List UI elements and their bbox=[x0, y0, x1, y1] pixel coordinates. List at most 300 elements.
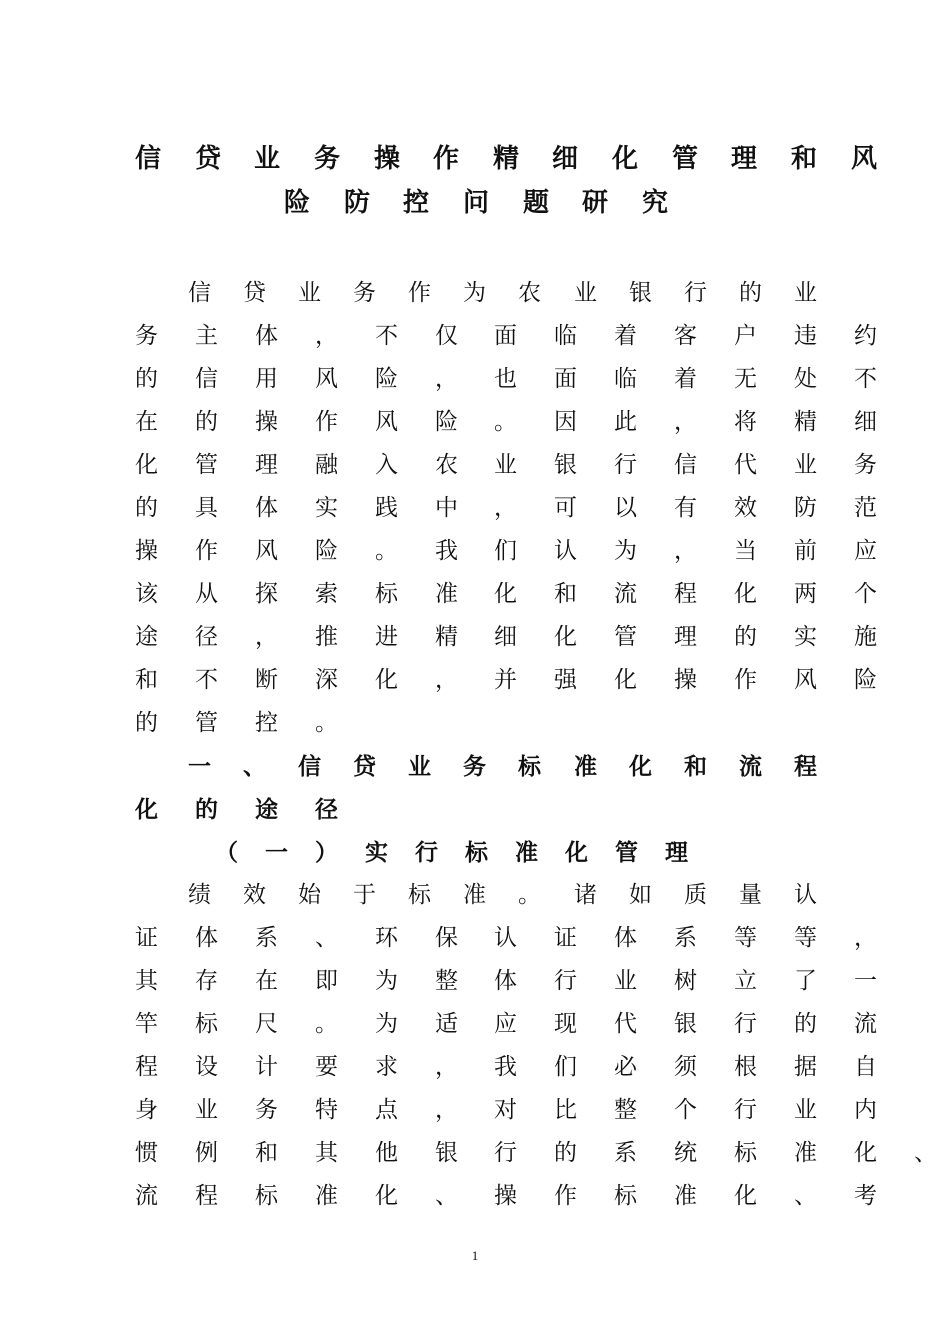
glyph: 我 bbox=[435, 538, 458, 564]
glyph: 化 bbox=[614, 667, 637, 693]
glyph: 体 bbox=[494, 968, 517, 994]
glyph: 理 bbox=[255, 452, 278, 478]
glyph: 等 bbox=[794, 925, 817, 951]
glyph: 化 bbox=[854, 1140, 877, 1166]
glyph: 等 bbox=[734, 925, 757, 951]
glyph: 并 bbox=[494, 667, 517, 693]
glyph: 行 bbox=[614, 452, 637, 478]
glyph: 精 bbox=[794, 409, 817, 435]
body-line bbox=[135, 1054, 877, 1099]
glyph: 不 bbox=[854, 366, 877, 392]
glyph: 理 bbox=[731, 144, 758, 174]
glyph: 个 bbox=[674, 1097, 697, 1123]
glyph: 中 bbox=[435, 495, 458, 521]
glyph: 农 bbox=[518, 280, 541, 306]
body-line bbox=[135, 1140, 937, 1185]
glyph: 银 bbox=[554, 452, 577, 478]
glyph: 流 bbox=[135, 1183, 158, 1209]
glyph: 临 bbox=[554, 323, 577, 349]
glyph: 的 bbox=[554, 1140, 577, 1166]
body-line bbox=[135, 712, 817, 755]
glyph: 据 bbox=[794, 1054, 817, 1080]
glyph: 准 bbox=[794, 1140, 817, 1166]
glyph: 管 bbox=[615, 839, 638, 866]
glyph: 有 bbox=[674, 495, 697, 521]
glyph: 根 bbox=[734, 1054, 757, 1080]
glyph: 也 bbox=[494, 366, 517, 392]
glyph: 实 bbox=[365, 839, 388, 866]
glyph: 为 bbox=[375, 968, 398, 994]
glyph: 面 bbox=[494, 323, 517, 349]
glyph: 究 bbox=[642, 188, 669, 218]
glyph: 。 bbox=[494, 409, 517, 435]
body-line bbox=[135, 366, 877, 411]
glyph: ， bbox=[435, 667, 458, 693]
glyph: 操 bbox=[494, 1183, 517, 1209]
body-line bbox=[135, 884, 817, 927]
glyph: 务 bbox=[353, 280, 376, 306]
glyph: 作 bbox=[195, 538, 218, 564]
glyph: 以 bbox=[614, 495, 637, 521]
glyph: 程 bbox=[135, 1054, 158, 1080]
glyph: 化 bbox=[135, 452, 158, 478]
glyph: 违 bbox=[794, 323, 817, 349]
body-line bbox=[135, 495, 877, 540]
glyph: 程 bbox=[195, 1183, 218, 1209]
glyph: 和 bbox=[135, 667, 158, 693]
glyph: 业 bbox=[794, 1097, 817, 1123]
glyph: ， bbox=[435, 366, 458, 392]
glyph: 实 bbox=[794, 624, 817, 650]
subsection-heading bbox=[135, 841, 817, 884]
glyph: 其 bbox=[135, 968, 158, 994]
glyph: 主 bbox=[195, 323, 218, 349]
glyph: 风 bbox=[255, 538, 278, 564]
glyph: 行 bbox=[684, 280, 707, 306]
glyph: 在 bbox=[255, 968, 278, 994]
glyph: 、 bbox=[243, 753, 266, 780]
glyph: 的 bbox=[195, 796, 218, 823]
glyph: 诸 bbox=[574, 882, 597, 908]
glyph: 保 bbox=[435, 925, 458, 951]
body-line bbox=[135, 968, 877, 1013]
glyph: 准 bbox=[463, 882, 486, 908]
glyph: 现 bbox=[554, 1011, 577, 1037]
glyph: 精 bbox=[493, 144, 520, 174]
glyph: 他 bbox=[375, 1140, 398, 1166]
glyph: 径 bbox=[195, 624, 218, 650]
glyph: 为 bbox=[463, 280, 486, 306]
glyph: 融 bbox=[315, 452, 338, 478]
glyph: 效 bbox=[243, 882, 266, 908]
glyph: 业 bbox=[494, 452, 517, 478]
glyph: 操 bbox=[255, 409, 278, 435]
glyph: 代 bbox=[734, 452, 757, 478]
glyph: 信 bbox=[674, 452, 697, 478]
glyph: 。 bbox=[518, 882, 541, 908]
glyph: 绩 bbox=[188, 882, 211, 908]
glyph: 化 bbox=[734, 1183, 757, 1209]
glyph: 作 bbox=[315, 409, 338, 435]
glyph: 自 bbox=[854, 1054, 877, 1080]
body-line bbox=[135, 452, 877, 497]
glyph: 进 bbox=[375, 624, 398, 650]
glyph: 业 bbox=[794, 452, 817, 478]
glyph: 银 bbox=[674, 1011, 697, 1037]
glyph: 研 bbox=[582, 188, 609, 218]
glyph: 的 bbox=[739, 280, 762, 306]
glyph: 行 bbox=[734, 1097, 757, 1123]
glyph: ， bbox=[435, 1054, 458, 1080]
glyph: 作 bbox=[734, 667, 757, 693]
glyph: 个 bbox=[854, 581, 877, 607]
body-line bbox=[135, 409, 877, 454]
glyph: 农 bbox=[435, 452, 458, 478]
body-line bbox=[135, 538, 877, 583]
glyph: 着 bbox=[614, 323, 637, 349]
glyph: 理 bbox=[665, 839, 688, 866]
glyph: 效 bbox=[734, 495, 757, 521]
body-line bbox=[135, 1183, 877, 1228]
glyph: 化 bbox=[375, 667, 398, 693]
glyph: 风 bbox=[315, 366, 338, 392]
glyph: 。 bbox=[315, 710, 338, 736]
glyph: 和 bbox=[791, 144, 818, 174]
glyph: 认 bbox=[554, 538, 577, 564]
glyph: 化 bbox=[734, 581, 757, 607]
glyph: 险 bbox=[435, 409, 458, 435]
glyph: 始 bbox=[298, 882, 321, 908]
glyph: 整 bbox=[435, 968, 458, 994]
glyph: 险 bbox=[854, 667, 877, 693]
glyph: 标 bbox=[408, 882, 431, 908]
glyph: 不 bbox=[195, 667, 218, 693]
glyph: 客 bbox=[674, 323, 697, 349]
glyph: 标 bbox=[375, 581, 398, 607]
glyph: 化 bbox=[565, 839, 588, 866]
glyph: 作 bbox=[554, 1183, 577, 1209]
glyph: 化 bbox=[612, 144, 639, 174]
glyph: 体 bbox=[195, 925, 218, 951]
glyph: 化 bbox=[554, 624, 577, 650]
glyph: 行 bbox=[415, 839, 438, 866]
glyph: 在 bbox=[135, 409, 158, 435]
glyph: 准 bbox=[515, 839, 538, 866]
glyph: 业 bbox=[574, 280, 597, 306]
glyph: 、 bbox=[315, 925, 338, 951]
glyph: 、 bbox=[794, 1183, 817, 1209]
glyph: 可 bbox=[554, 495, 577, 521]
glyph: 体 bbox=[255, 323, 278, 349]
glyph: ， bbox=[255, 624, 278, 650]
glyph: 防 bbox=[794, 495, 817, 521]
glyph: 户 bbox=[734, 323, 757, 349]
glyph: 标 bbox=[614, 1183, 637, 1209]
glyph: 准 bbox=[674, 1183, 697, 1209]
glyph: ， bbox=[435, 1097, 458, 1123]
glyph: 须 bbox=[674, 1054, 697, 1080]
glyph: 一 bbox=[265, 839, 288, 866]
glyph: 管 bbox=[195, 710, 218, 736]
body-line bbox=[135, 925, 877, 970]
glyph: 操 bbox=[135, 538, 158, 564]
glyph: 控 bbox=[255, 710, 278, 736]
glyph: 标 bbox=[734, 1140, 757, 1166]
glyph: 应 bbox=[494, 1011, 517, 1037]
glyph: 务 bbox=[135, 323, 158, 349]
glyph: 风 bbox=[375, 409, 398, 435]
glyph: 务 bbox=[463, 753, 486, 780]
glyph: 如 bbox=[629, 882, 652, 908]
glyph: 细 bbox=[494, 624, 517, 650]
glyph: 问 bbox=[463, 188, 490, 218]
glyph: 标 bbox=[255, 1183, 278, 1209]
glyph: 们 bbox=[494, 538, 517, 564]
glyph: 系 bbox=[255, 925, 278, 951]
glyph: 具 bbox=[195, 495, 218, 521]
glyph: 探 bbox=[255, 581, 278, 607]
glyph: ， bbox=[854, 925, 877, 951]
glyph: 务 bbox=[854, 452, 877, 478]
glyph: 贷 bbox=[195, 144, 222, 174]
glyph: 仅 bbox=[435, 323, 458, 349]
glyph: 管 bbox=[195, 452, 218, 478]
glyph: 内 bbox=[854, 1097, 877, 1123]
glyph: 准 bbox=[435, 581, 458, 607]
glyph: 信 bbox=[298, 753, 321, 780]
glyph: 其 bbox=[315, 1140, 338, 1166]
glyph: 处 bbox=[794, 366, 817, 392]
glyph: 因 bbox=[554, 409, 577, 435]
glyph: 细 bbox=[854, 409, 877, 435]
glyph: 信 bbox=[135, 144, 162, 174]
glyph: 索 bbox=[315, 581, 338, 607]
glyph: 强 bbox=[554, 667, 577, 693]
section-heading bbox=[135, 798, 817, 841]
glyph: 化 bbox=[135, 796, 158, 823]
glyph: 题 bbox=[523, 188, 550, 218]
body-line bbox=[135, 282, 817, 325]
glyph: 该 bbox=[135, 581, 158, 607]
glyph: 务 bbox=[314, 144, 341, 174]
glyph: 为 bbox=[375, 1011, 398, 1037]
section-heading bbox=[135, 755, 817, 798]
glyph: 计 bbox=[255, 1054, 278, 1080]
glyph: 银 bbox=[629, 280, 652, 306]
glyph: ， bbox=[674, 538, 697, 564]
body-line bbox=[135, 624, 877, 669]
glyph: 们 bbox=[554, 1054, 577, 1080]
title-line-1 bbox=[135, 144, 878, 190]
glyph: 作 bbox=[408, 280, 431, 306]
glyph: 必 bbox=[614, 1054, 637, 1080]
glyph: 作 bbox=[433, 144, 460, 174]
glyph: 推 bbox=[315, 624, 338, 650]
glyph: 将 bbox=[734, 409, 757, 435]
glyph: 银 bbox=[435, 1140, 458, 1166]
glyph: 代 bbox=[614, 1011, 637, 1037]
glyph: 准 bbox=[315, 1183, 338, 1209]
glyph: 两 bbox=[794, 581, 817, 607]
glyph: 流 bbox=[854, 1011, 877, 1037]
glyph: 精 bbox=[435, 624, 458, 650]
glyph: 践 bbox=[375, 495, 398, 521]
glyph: 身 bbox=[135, 1097, 158, 1123]
glyph: 例 bbox=[195, 1140, 218, 1166]
glyph: 操 bbox=[674, 667, 697, 693]
glyph: 防 bbox=[344, 188, 371, 218]
glyph: 行 bbox=[734, 1011, 757, 1037]
title-line-2 bbox=[135, 190, 817, 234]
glyph: 系 bbox=[614, 1140, 637, 1166]
glyph: 流 bbox=[739, 753, 762, 780]
glyph: 化 bbox=[494, 581, 517, 607]
glyph: 适 bbox=[435, 1011, 458, 1037]
glyph: 和 bbox=[554, 581, 577, 607]
glyph: 施 bbox=[854, 624, 877, 650]
glyph: 管 bbox=[614, 624, 637, 650]
glyph: 控 bbox=[403, 188, 430, 218]
glyph: 的 bbox=[734, 624, 757, 650]
glyph: 、 bbox=[914, 1140, 937, 1166]
glyph: 准 bbox=[574, 753, 597, 780]
glyph: 标 bbox=[518, 753, 541, 780]
glyph: 体 bbox=[255, 495, 278, 521]
glyph: 当 bbox=[734, 538, 757, 564]
glyph: 细 bbox=[552, 144, 579, 174]
glyph: 约 bbox=[854, 323, 877, 349]
glyph: 无 bbox=[734, 366, 757, 392]
glyph: 对 bbox=[494, 1097, 517, 1123]
glyph: 业 bbox=[298, 280, 321, 306]
glyph: 和 bbox=[684, 753, 707, 780]
glyph: 特 bbox=[315, 1097, 338, 1123]
glyph: 设 bbox=[195, 1054, 218, 1080]
glyph: 体 bbox=[614, 925, 637, 951]
glyph: ， bbox=[315, 323, 338, 349]
glyph: 的 bbox=[794, 1011, 817, 1037]
glyph: 要 bbox=[315, 1054, 338, 1080]
glyph: 统 bbox=[674, 1140, 697, 1166]
glyph: 程 bbox=[674, 581, 697, 607]
glyph: 量 bbox=[739, 882, 762, 908]
glyph: 程 bbox=[794, 753, 817, 780]
glyph: 用 bbox=[255, 366, 278, 392]
glyph: 系 bbox=[674, 925, 697, 951]
glyph: 流 bbox=[614, 581, 637, 607]
glyph: 行 bbox=[494, 1140, 517, 1166]
glyph: 和 bbox=[255, 1140, 278, 1166]
glyph: 竿 bbox=[135, 1011, 158, 1037]
glyph: 业 bbox=[408, 753, 431, 780]
glyph: 的 bbox=[135, 495, 158, 521]
body-line bbox=[135, 581, 877, 626]
glyph: 、 bbox=[435, 1183, 458, 1209]
glyph: 径 bbox=[315, 796, 338, 823]
glyph: 行 bbox=[554, 968, 577, 994]
glyph: 风 bbox=[794, 667, 817, 693]
glyph: 整 bbox=[614, 1097, 637, 1123]
glyph: 树 bbox=[674, 968, 697, 994]
glyph: 即 bbox=[315, 968, 338, 994]
glyph: 认 bbox=[494, 925, 517, 951]
glyph: 求 bbox=[375, 1054, 398, 1080]
glyph: 理 bbox=[674, 624, 697, 650]
glyph: 贷 bbox=[353, 753, 376, 780]
glyph: 考 bbox=[854, 1183, 877, 1209]
glyph: 我 bbox=[494, 1054, 517, 1080]
glyph: 于 bbox=[353, 882, 376, 908]
glyph: 面 bbox=[554, 366, 577, 392]
glyph: 险 bbox=[375, 366, 398, 392]
glyph: 。 bbox=[375, 538, 398, 564]
body-line bbox=[135, 1097, 877, 1142]
glyph: 信 bbox=[188, 280, 211, 306]
glyph: 的 bbox=[135, 710, 158, 736]
glyph: 着 bbox=[674, 366, 697, 392]
glyph: 业 bbox=[614, 968, 637, 994]
glyph: ， bbox=[674, 409, 697, 435]
glyph: 临 bbox=[614, 366, 637, 392]
glyph: 一 bbox=[188, 753, 211, 780]
glyph: 贷 bbox=[243, 280, 266, 306]
glyph: 此 bbox=[614, 409, 637, 435]
glyph: 质 bbox=[684, 882, 707, 908]
glyph: 业 bbox=[254, 144, 281, 174]
glyph: 信 bbox=[195, 366, 218, 392]
glyph: 证 bbox=[554, 925, 577, 951]
glyph: 断 bbox=[255, 667, 278, 693]
glyph: 比 bbox=[554, 1097, 577, 1123]
glyph: 标 bbox=[195, 1011, 218, 1037]
glyph: 险 bbox=[284, 188, 311, 218]
glyph: ） bbox=[315, 839, 338, 866]
glyph: 应 bbox=[854, 538, 877, 564]
glyph: 证 bbox=[135, 925, 158, 951]
glyph: 途 bbox=[255, 796, 278, 823]
glyph: 的 bbox=[195, 409, 218, 435]
glyph: 立 bbox=[734, 968, 757, 994]
glyph: 险 bbox=[315, 538, 338, 564]
glyph: 途 bbox=[135, 624, 158, 650]
glyph: 标 bbox=[465, 839, 488, 866]
glyph: 前 bbox=[794, 538, 817, 564]
glyph: 入 bbox=[375, 452, 398, 478]
glyph: 化 bbox=[629, 753, 652, 780]
glyph: 风 bbox=[851, 144, 878, 174]
glyph: 存 bbox=[195, 968, 218, 994]
glyph: 环 bbox=[375, 925, 398, 951]
glyph: 的 bbox=[135, 366, 158, 392]
glyph: 点 bbox=[375, 1097, 398, 1123]
glyph: 为 bbox=[614, 538, 637, 564]
glyph: 范 bbox=[854, 495, 877, 521]
glyph: 从 bbox=[195, 581, 218, 607]
glyph: 业 bbox=[195, 1097, 218, 1123]
glyph: 不 bbox=[375, 323, 398, 349]
glyph: 了 bbox=[794, 968, 817, 994]
glyph: 深 bbox=[315, 667, 338, 693]
glyph: 操 bbox=[374, 144, 401, 174]
glyph: 化 bbox=[375, 1183, 398, 1209]
page-number: 1 bbox=[471, 1248, 479, 1263]
glyph: 业 bbox=[794, 280, 817, 306]
glyph: （ bbox=[215, 839, 238, 866]
glyph: 尺 bbox=[255, 1011, 278, 1037]
glyph: ， bbox=[494, 495, 517, 521]
glyph: 惯 bbox=[135, 1140, 158, 1166]
glyph: 。 bbox=[315, 1011, 338, 1037]
